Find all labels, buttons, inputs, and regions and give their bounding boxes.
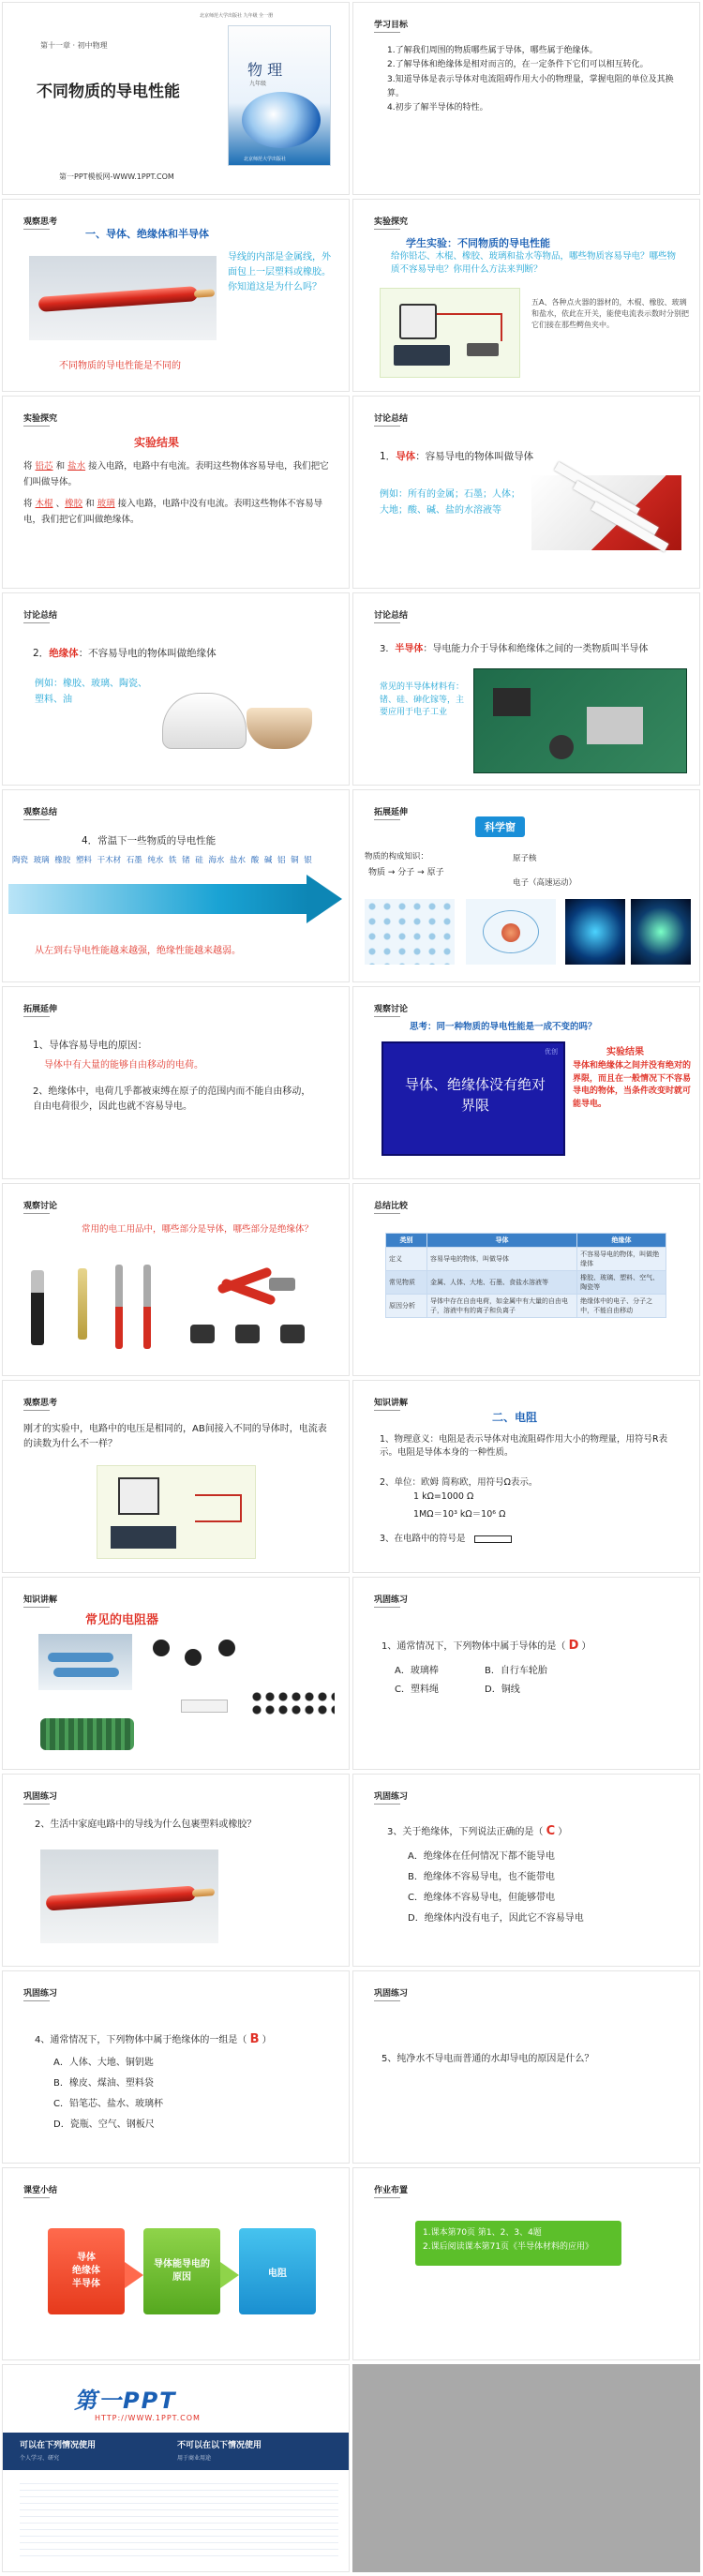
chip <box>587 707 643 744</box>
result-line-insulator: 将 木棍 、橡胶 和 玻璃 接入电路，电路中没有电流。表明这些物体不容易导电，我们把它们叫做绝缘体。 <box>23 499 323 526</box>
structure-label: 物质的构成知识： <box>365 852 429 861</box>
book-publisher: 北京师范大学出版社 <box>244 157 287 162</box>
slide-heading: 思考：同一种物质的导电性能是一成不变的吗？ <box>410 1022 597 1032</box>
slide-tag: 巩固练习 <box>23 1986 57 2001</box>
slide-heading: 一、导体、绝缘体和半导体 <box>85 228 209 240</box>
material-word: 橡胶 <box>54 856 71 865</box>
homework-item: 1.课本第70页 第1、2、3、4题 <box>423 2228 542 2238</box>
reason-q1: 1、导体容易导电的原因： <box>33 1040 148 1051</box>
exercise-question <box>35 2031 272 2046</box>
def-num: 2． <box>33 648 50 659</box>
summary-text-1: 导体 绝缘体 半导体 <box>72 2253 100 2289</box>
table-cell: 原因分析 <box>386 1295 427 1318</box>
crystal-image <box>531 475 681 550</box>
slide-tag: 观察思考 <box>23 215 57 230</box>
slide-exercise-1[interactable] <box>352 1577 700 1770</box>
example-text: 例如：所有的金属；石墨；人体；大地；酸、碱、盐的水溶液等 <box>380 489 520 516</box>
def-text: ：导电能力介于导体和绝缘体之间的一类物质叫半导体 <box>423 644 649 654</box>
definition <box>33 646 217 660</box>
arrow-shaft <box>8 884 308 914</box>
material-word: 铝 <box>277 856 286 865</box>
slide-tag: 实验探究 <box>23 412 57 427</box>
wire-path <box>437 313 502 341</box>
material-word: 陶瓷 <box>12 856 29 865</box>
slide-tag: 拓展延伸 <box>23 1002 57 1017</box>
structure-chain: 物质 → 分子 → 原子 <box>368 868 444 877</box>
table-row <box>386 1295 666 1318</box>
slide-tag: 作业布置 <box>374 2183 408 2198</box>
ammeter <box>118 1477 159 1515</box>
wire-copper <box>192 1888 215 1897</box>
material-word: 塑料 <box>75 856 92 865</box>
circuit-image <box>97 1465 256 1559</box>
chip <box>493 688 531 716</box>
ad-col2-heading: 不可以在以下情况使用 <box>177 2441 262 2450</box>
slide-observe-ammeter[interactable] <box>2 1380 350 1573</box>
table-cell: 常见物质 <box>386 1271 427 1295</box>
slide-summary[interactable] <box>2 2167 350 2360</box>
slide-no-absolute-boundary[interactable] <box>352 986 700 1179</box>
slide-resistance[interactable] <box>352 1380 700 1573</box>
slide-tag: 巩固练习 <box>23 1790 57 1805</box>
exercise-question <box>387 1823 567 1838</box>
material-word: 玻璃 <box>33 856 50 865</box>
slide-heading: 常见的电阻器 <box>85 1613 159 1627</box>
cooker-pot <box>247 708 312 749</box>
rice-cooker-image <box>153 665 322 758</box>
definition <box>380 449 533 463</box>
resistor-symbol <box>474 1535 512 1543</box>
question-text: 1、通常情况下，下列物体中属于导体的是（ <box>381 1641 566 1652</box>
option-c: C．铅笔芯、盐水、玻璃杯 <box>53 2099 163 2109</box>
structure-matter: 物质 <box>368 868 386 877</box>
table-cell: 容易导电的物体，叫做导体 <box>427 1248 577 1271</box>
homework-panel <box>415 2221 621 2266</box>
tool-pliers <box>217 1263 299 1304</box>
tool-plug-2 <box>235 1325 260 1343</box>
ad-logo <box>74 2382 177 2415</box>
option-b: B．自行车轮胎 <box>485 1666 547 1676</box>
option-c: C．绝缘体不容易导电，但能够带电 <box>408 1893 555 1903</box>
thermistor-photo <box>147 1634 250 1690</box>
slide-tag: 巩固练习 <box>374 1986 408 2001</box>
tool-screwdriver-1 <box>115 1265 123 1349</box>
word-lead: 铅芯 <box>35 461 53 472</box>
material-word: 海水 <box>208 856 225 865</box>
tool-plug-3 <box>280 1325 305 1343</box>
slide-tag: 实验探究 <box>374 215 408 230</box>
slide-tag: 巩固练习 <box>374 1790 408 1805</box>
slide-tag: 讨论总结 <box>23 608 57 623</box>
word-saltwater: 盐水 <box>67 461 86 472</box>
arrow-head <box>307 875 342 923</box>
slide-tag: 课堂小结 <box>23 2183 57 2198</box>
smd-resistors <box>250 1690 335 1718</box>
def-term: 半导体 <box>395 644 424 654</box>
ad-col2-item: 用于商业用途 <box>177 2455 212 2462</box>
objective-item: 2.了解导体和绝缘体是相对而言的，在一定条件下它们可以相互转化。 <box>387 60 649 70</box>
switch <box>467 343 499 356</box>
slide-exercise-2[interactable] <box>2 1774 350 1967</box>
objective-item: 3.知道导体是表示导体对电流阻碍作用大小的物理量，掌握电阻的单位及其换算。 <box>387 74 674 98</box>
resistance-symbol-line <box>380 1531 512 1544</box>
option-d: D．铜线 <box>485 1685 520 1695</box>
thermistor <box>185 1649 202 1666</box>
slide-comparison-table[interactable] <box>352 1183 700 1376</box>
material-row <box>12 854 312 865</box>
table-cell: 不容易导电的物体，叫做绝缘体 <box>577 1248 666 1271</box>
board-text: 导体、绝缘体没有绝对界限 <box>404 1076 546 1114</box>
slide-insulator-def[interactable] <box>2 592 350 786</box>
slide-objectives[interactable] <box>352 2 700 195</box>
material-word: 银 <box>304 856 312 865</box>
slide-tag: 拓展延伸 <box>374 805 408 820</box>
def-num: 3． <box>380 644 396 654</box>
def-num: 1． <box>380 451 396 462</box>
reason-q2: 2、绝缘体中，电荷几乎都被束缚在原子的范围内而不能自由移动，自由电荷很少，因此也就不容易导电。 <box>33 1086 311 1112</box>
slide-heading: 4．常温下一些物质的导电性能 <box>82 835 217 846</box>
question-end: ） <box>581 1641 591 1652</box>
comparison-table <box>385 1233 666 1318</box>
ammeter <box>399 304 437 339</box>
orbit <box>483 910 539 953</box>
slide-exercise-4[interactable] <box>2 1970 350 2164</box>
plier-head <box>269 1278 295 1291</box>
word-glass: 玻璃 <box>97 499 115 510</box>
slide-tag: 观察思考 <box>23 1396 57 1411</box>
summary-text-3: 电阻 <box>268 2268 287 2279</box>
circuit-board-image <box>473 668 687 773</box>
def-term: 导体 <box>396 451 416 462</box>
slide-observe-wire[interactable] <box>2 199 350 392</box>
ad-url: HTTP://WWW.1PPT.COM <box>95 2414 201 2422</box>
exercise-question <box>381 1638 591 1653</box>
slide-blank <box>352 2364 700 2572</box>
scale-caption: 从左到右导电性能越来越强，绝缘性能越来越弱。 <box>35 946 241 956</box>
tool-soldering-iron <box>31 1270 44 1345</box>
table-row <box>386 1248 666 1271</box>
ceramic-resistor <box>181 1700 228 1713</box>
def-text: ：不容易导电的物体叫做绝缘体 <box>78 648 217 659</box>
slide-exercise-5[interactable] <box>352 1970 700 2164</box>
material-word: 纯水 <box>147 856 164 865</box>
material-word: 碱 <box>263 856 273 865</box>
atom-diagram <box>466 899 556 965</box>
slide-tag: 观察讨论 <box>374 1002 408 1017</box>
resistance-item: 1、物理意义：电阻是表示导体对电流阻碍作用大小的物理量，用符号R表示。电阻是导体本身的一种性质。 <box>380 1434 668 1459</box>
word-rubber: 橡胶 <box>65 499 83 510</box>
slide-heading: 二、电阻 <box>492 1411 538 1424</box>
slide-tag: 总结比较 <box>374 1199 408 1214</box>
reason-a1: 导体中有大量的能够自由移动的电荷。 <box>44 1060 203 1071</box>
summary-box-1 <box>48 2228 125 2314</box>
resistance-item: 1 kΩ=1000 Ω <box>413 1491 474 1502</box>
result-line-conductor: 将 铅芯 和 盐水 接入电路，电路中有电流。表明这些物体容易导电，我们把它们叫做导体。 <box>23 461 329 488</box>
structure-electron: 电子（高速运动） <box>513 878 577 888</box>
objective-item: 4.初步了解半导体的特性。 <box>387 103 488 113</box>
option-b: B．绝缘体不容易导电，也不能带电 <box>408 1872 555 1882</box>
summary-box-3 <box>239 2228 316 2314</box>
resistance-item: 1MΩ＝10³ kΩ＝10⁶ Ω <box>413 1509 506 1520</box>
slide-caption: 不同物质的导电性能是不同的 <box>59 361 181 371</box>
slide-heading: 学生实验：不同物质的导电性能 <box>406 237 550 249</box>
cover-header: 北京师范大学出版社 九年级 全一册 <box>200 13 274 19</box>
table-cell: 导体中存在自由电荷，如金属中有大量的自由电子，溶液中有的离子和负离子 <box>427 1295 577 1318</box>
slide-conduction-reason[interactable] <box>2 986 350 1179</box>
question-text: 3、关于绝缘体，下列说法正确的是（ <box>387 1827 544 1837</box>
option-a: A．绝缘体在任何情况下都不能导电 <box>408 1851 555 1862</box>
material-word: 硅 <box>195 856 203 865</box>
slide-heading: 常用的电工用品中，哪些部分是导体，哪些部分是绝缘体？ <box>82 1224 314 1235</box>
observe-question: 刚才的实验中，电路中的电压是相同的，AB间接入不同的导体时，电流表的读数为什么不一样？ <box>23 1424 327 1449</box>
material-word: 锗 <box>182 856 190 865</box>
material-word: 盐水 <box>230 856 247 865</box>
blackboard <box>381 1041 565 1156</box>
question-end: ） <box>262 2035 272 2045</box>
wire-insulation <box>46 1885 197 1910</box>
exercise-question: 2、生活中家庭电路中的导线为什么包裹塑料或橡胶？ <box>35 1820 257 1830</box>
def-term: 绝缘体 <box>49 648 79 659</box>
definition <box>380 642 689 656</box>
slide-experiment[interactable] <box>352 199 700 392</box>
material-word: 石墨 <box>126 856 142 865</box>
slide-resistors[interactable] <box>2 1577 350 1770</box>
material-word: 干木材 <box>97 856 122 865</box>
slide-tools[interactable] <box>2 1183 350 1376</box>
slide-tag: 知识讲解 <box>23 1593 57 1608</box>
circuit-image <box>380 288 520 378</box>
cover-title: 不同物质的导电性能 <box>37 82 180 101</box>
question-text: 4、通常情况下，下列物体中属于绝缘体的一组是（ <box>35 2035 247 2045</box>
resistor-photo-1 <box>38 1634 132 1690</box>
slide-tag: 讨论总结 <box>374 412 408 427</box>
summary-arrow-1 <box>125 2262 143 2288</box>
slide-results[interactable] <box>2 396 350 589</box>
answer: C <box>546 1824 556 1838</box>
cover-footer: 第一PPT模板网-WWW.1PPT.COM <box>59 172 174 181</box>
structure-molecule: 分子 <box>397 868 415 877</box>
crystal-bar <box>573 481 659 536</box>
thermistor <box>218 1640 235 1656</box>
homework-item: 2.课后阅读课本第71页《半导体材料的应用》 <box>423 2242 594 2253</box>
wirewound-resistor <box>40 1718 134 1750</box>
answer: B <box>249 2032 260 2046</box>
conclusion-heading: 实验结果 <box>606 1047 644 1057</box>
result-text <box>23 458 333 528</box>
slide-tag: 讨论总结 <box>374 608 408 623</box>
slide-tag: 巩固练习 <box>374 1593 408 1608</box>
question-end: ） <box>558 1827 568 1837</box>
summary-box-2 <box>143 2228 220 2314</box>
table-cell: 定义 <box>386 1248 427 1271</box>
experiment-steps: 五A、各种点火器的器材的，木棍、橡胶、玻璃和盐水，依此在开关，能使电流表示数时分别把它们接在那些鳄鱼夹中。 <box>531 298 689 329</box>
example-text: 常见的半导体材料有：锗、硅、砷化镓等，主要应用于电子工业 <box>380 682 465 717</box>
tool-plug-1 <box>190 1325 215 1343</box>
option-c: C．塑料绳 <box>395 1685 439 1695</box>
slide-tag: 观察讨论 <box>23 1199 57 1214</box>
word-wood: 木棍 <box>35 499 53 510</box>
ad-link-list <box>20 2478 338 2562</box>
option-b: B．橡皮、煤油、塑料袋 <box>53 2078 154 2089</box>
book-grade: 九年级 <box>249 81 267 87</box>
table-header-row <box>386 1234 666 1248</box>
tool-screwdriver-2 <box>143 1265 151 1349</box>
ad-footer-band <box>3 2433 350 2470</box>
option-d: D．瓷瓶、空气、钢板尺 <box>53 2119 155 2130</box>
slide-tag: 学习目标 <box>374 18 408 33</box>
slide-conductivity-scale[interactable] <box>2 789 350 982</box>
resistor-body <box>53 1668 119 1677</box>
slide-conductor-def[interactable] <box>352 396 700 589</box>
option-d: D．绝缘体内没有电子，因此它不容易导电 <box>408 1913 584 1924</box>
slide-semiconductor-def[interactable] <box>352 592 700 786</box>
ad-col1-heading: 可以在下列情况使用 <box>20 2441 97 2450</box>
table-cell: 金属、人体、大地、石墨、食盐水溶液等 <box>427 1271 577 1295</box>
book-title: 物 理 <box>247 61 283 79</box>
slide-tag: 观察总结 <box>23 805 57 820</box>
slide-tag: 知识讲解 <box>374 1396 408 1411</box>
atom-glow-1 <box>565 899 625 965</box>
wire-copper <box>194 289 216 298</box>
slide-science-window[interactable] <box>352 789 700 982</box>
atom-glow-2 <box>631 899 691 965</box>
answer: D <box>568 1639 579 1653</box>
capacitor <box>549 735 574 759</box>
cover-series: 第十一章 · 初中物理 <box>40 41 108 50</box>
book-cover <box>228 25 331 166</box>
resistor-body <box>48 1653 113 1662</box>
slide-exercise-3[interactable] <box>352 1774 700 1967</box>
table-cell: 橡胶、玻璃、塑料、空气、陶瓷等 <box>577 1271 666 1295</box>
experiment-question: 给你铅芯、木棍、橡胶、玻璃和盐水等物品，哪些物质容易导电？哪些物质不容易导电？你用什么方法来判断？ <box>391 251 677 276</box>
resistance-item: 2、单位：欧姆 简称欧，用符号Ω表示。 <box>380 1477 538 1488</box>
option-a: A．人体、大地、铜钥匙 <box>53 2058 154 2068</box>
wire-insulation <box>38 286 199 312</box>
book-art <box>242 92 321 148</box>
objective-item: 1.了解我们周围的物质哪些属于导体，哪些属于绝缘体。 <box>387 46 598 55</box>
ad-col1-item: 个人学习、研究 <box>20 2455 60 2462</box>
table-header: 导体 <box>427 1234 577 1248</box>
molecule-grid <box>365 899 455 965</box>
material-word: 酸 <box>250 856 260 865</box>
slide-cover[interactable] <box>2 2 350 195</box>
slide-heading: 实验结果 <box>134 436 180 449</box>
tool-test-pen <box>78 1268 87 1340</box>
table-header: 绝缘体 <box>577 1234 666 1248</box>
battery-box <box>111 1526 176 1549</box>
example-text: 例如：橡胶、玻璃、陶瓷、塑料、油 <box>35 679 147 705</box>
summary-arrow-2 <box>220 2262 239 2288</box>
objective-list <box>387 44 687 115</box>
exercise-question: 5、纯净水不导电而普通的水却导电的原因是什么？ <box>381 2054 594 2064</box>
science-badge: 科学窗 <box>475 816 525 837</box>
wire-path <box>195 1494 242 1522</box>
board-tag: 优创 <box>545 1048 558 1056</box>
cooker-body <box>162 693 247 749</box>
material-word: 铁 <box>168 856 177 865</box>
def-text: ：容易导电的物体叫做导体 <box>415 451 534 462</box>
wire-photo <box>40 1850 218 1943</box>
battery-box <box>394 345 450 366</box>
table-cell: 绝缘体中的电子、分子之中，不能自由移动 <box>577 1295 666 1318</box>
option-a: A．玻璃棒 <box>395 1666 439 1676</box>
structure-atom: 原子 <box>426 868 444 877</box>
thought-bubble: 导线的内部是金属线，外面包上一层塑料或橡胶。你知道这是为什么吗？ <box>228 252 331 292</box>
summary-text-2: 导体能导电的原因 <box>154 2259 210 2283</box>
material-word: 铜 <box>291 856 299 865</box>
slide-ad[interactable] <box>2 2364 350 2572</box>
ad-logo-text: 第一PPT <box>74 2388 177 2414</box>
thermistor <box>153 1640 170 1656</box>
conclusion-text: 导体和绝缘体之间并没有绝对的界限，而且在一般情况下不容易导电的物体，当条件改变时就可能导电。 <box>573 1061 692 1109</box>
table-header: 类别 <box>386 1234 427 1248</box>
slide-homework[interactable] <box>352 2167 700 2360</box>
table-row <box>386 1271 666 1295</box>
resistance-item: 3、在电路中的符号是 <box>380 1534 466 1544</box>
wire-photo <box>29 256 217 340</box>
structure-nucleus: 原子核 <box>513 854 537 863</box>
